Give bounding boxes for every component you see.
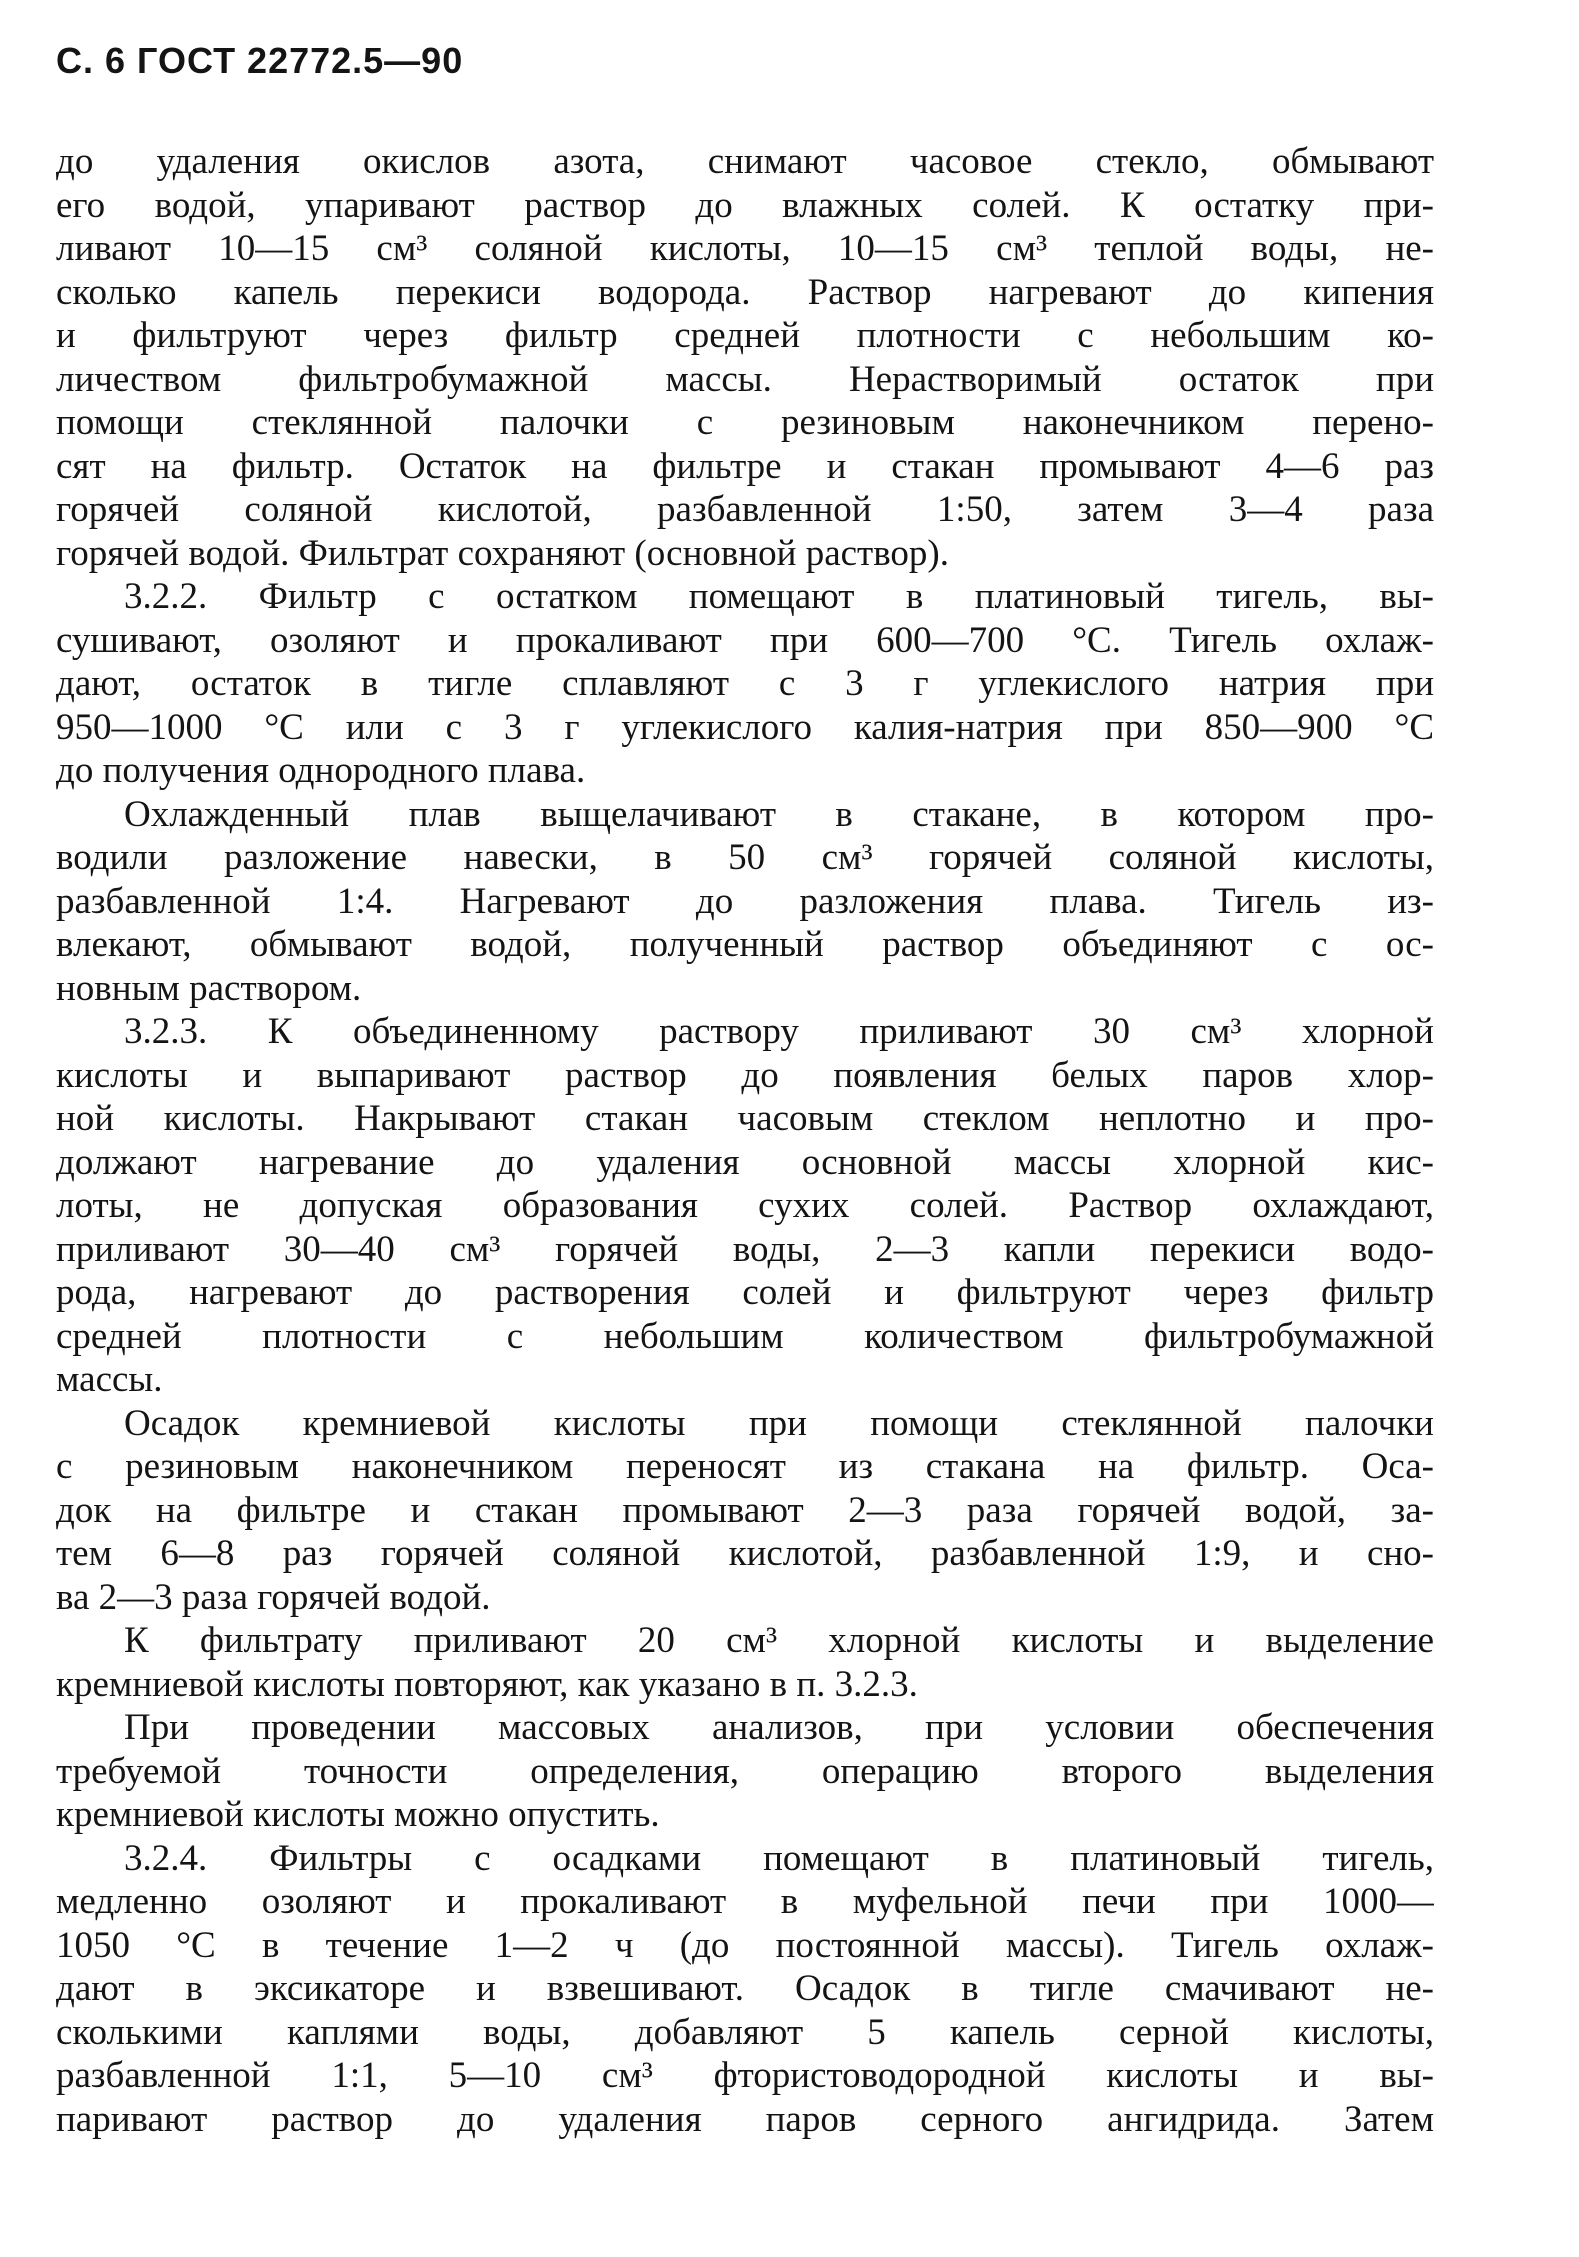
text-line: 950—1000 °С или с 3 г углекислого калия-натрия при 850—900 °С [56, 706, 1434, 748]
text-line: до удаления окислов азота, снимают часовое стекло, обмывают [56, 141, 1434, 182]
text-line: паривают раствор до удаления паров серного ангидрида. Затем [56, 2098, 1434, 2140]
text-line: рода, нагревают до растворения солей и фильтруют через фильтр [56, 1272, 1434, 1313]
text-line: К фильтрату приливают 20 см³ хлорной кислоты и выделение [124, 1620, 1434, 1661]
text-line: водили разложение навески, в 50 см³ горячей соляной кислоты, [56, 837, 1434, 878]
text-line: Осадок кремниевой кислоты при помощи стеклянной палочки [124, 1402, 1434, 1444]
text-line: сколькими каплями воды, добавляют 5 капель серной кислоты, [56, 2011, 1434, 2053]
text-line: кремниевой кислоты повторяют, как указано в п. 3.2.3. [56, 1663, 918, 1705]
text-line: дают, остаток в тигле сплавляют с 3 г углекислого натрия при [56, 663, 1434, 704]
text-line: ной кислоты. Накрывают стакан часовым стеклом неплотно и про- [56, 1098, 1434, 1139]
text-line: массы. [56, 1359, 163, 1400]
text-line: ва 2—3 раза горячей водой. [56, 1576, 491, 1618]
text-line: помощи стеклянной палочки с резиновым наконечником перено- [56, 402, 1434, 443]
text-line: сушивают, озоляют и прокаливают при 600—700 °С. Тигель охлаж- [56, 619, 1434, 661]
text-line: тем 6—8 раз горячей соляной кислотой, разбавленной 1:9, и сно- [56, 1533, 1434, 1574]
text-line: 3.2.2. Фильтр с остатком помещают в платиновый тигель, вы- [124, 576, 1434, 617]
text-line: влекают, обмывают водой, полученный раствор объединяют с ос- [56, 924, 1434, 965]
text-line: горячей соляной кислотой, разбавленной 1:50, затем 3—4 раза [56, 489, 1434, 530]
text-line: до получения однородного плава. [56, 750, 586, 791]
text-line: требуемой точности определения, операцию второго выделения [56, 1750, 1434, 1792]
text-line: ливают 10—15 см³ соляной кислоты, 10—15 см³ теплой воды, не- [56, 228, 1434, 269]
text-line: 3.2.4. Фильтры с осадками помещают в платиновый тигель, [124, 1837, 1434, 1879]
text-line: 1050 °С в течение 1—2 ч (до постоянной массы). Тигель охлаж- [56, 1924, 1434, 1966]
text-line: его водой, упаривают раствор до влажных солей. К остатку при- [56, 184, 1434, 226]
text-line: док на фильтре и стакан промывают 2—3 раза горячей водой, за- [56, 1489, 1434, 1531]
text-line: медленно озоляют и прокаливают в муфельной печи при 1000— [56, 1881, 1434, 1922]
text-line: новным раствором. [56, 967, 362, 1009]
body-text [56, 140, 1434, 2141]
text-line: горячей водой. Фильтрат сохраняют (основной раствор). [56, 532, 950, 574]
text-line: лоты, не допуская образования сухих солей. Раствор охлаждают, [56, 1185, 1434, 1226]
text-line: Охлажденный плав выщелачивают в стакане, в котором про- [124, 793, 1434, 835]
text-line: дают в эксикаторе и взвешивают. Осадок в тигле смачивают не- [56, 1968, 1434, 2009]
text-line: должают нагревание до удаления основной массы хлорной кис- [56, 1141, 1434, 1183]
text-line: сколько капель перекиси водорода. Раствор нагревают до кипения [56, 271, 1434, 313]
text-line: разбавленной 1:1, 5—10 см³ фтористоводородной кислоты и вы- [56, 2055, 1434, 2096]
text-line: личеством фильтробумажной массы. Нерастворимый остаток при [56, 358, 1434, 400]
text-line: При проведении массовых анализов, при условии обеспечения [124, 1707, 1434, 1748]
text-line: приливают 30—40 см³ горячей воды, 2—3 капли перекиси водо- [56, 1228, 1434, 1270]
text-line: разбавленной 1:4. Нагревают до разложения плава. Тигель из- [56, 880, 1434, 922]
text-line: средней плотности с небольшим количеством фильтробумажной [56, 1315, 1434, 1357]
text-line: 3.2.3. К объединенному раствору приливают 30 см³ хлорной [124, 1011, 1434, 1052]
text-line: и фильтруют через фильтр средней плотности с небольшим ко- [56, 315, 1434, 356]
text-line: сят на фильтр. Остаток на фильтре и стакан промывают 4—6 раз [56, 445, 1434, 487]
text-line: кремниевой кислоты можно опустить. [56, 1794, 660, 1835]
text-line: с резиновым наконечником переносят из стакана на фильтр. Оса- [56, 1446, 1434, 1487]
text-line: кислоты и выпаривают раствор до появления белых паров хлор- [56, 1054, 1434, 1096]
page-header: С. 6 ГОСТ 22772.5—90 [56, 40, 464, 81]
